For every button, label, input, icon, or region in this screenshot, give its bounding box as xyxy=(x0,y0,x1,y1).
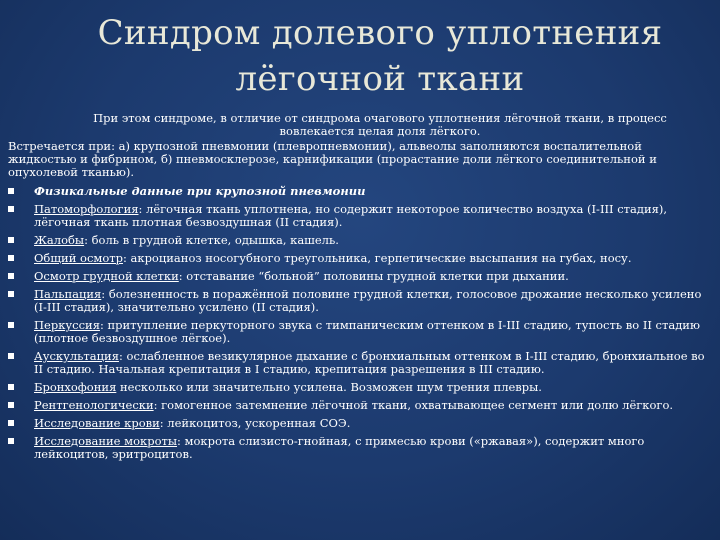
square-bullet-icon xyxy=(8,273,14,279)
item-text: : болезненность в поражённой половине грудной клетки, голосовое дрожание несколько усилено (I-III стадия), значительно усилено (II стадия). xyxy=(34,287,702,314)
item-term: Рентгенологически xyxy=(34,398,154,412)
item-term: Патоморфология xyxy=(34,202,139,216)
intro-text: При этом синдроме, в отличие от синдрома очагового уплотнения лёгочной ткани, в процесс вовлекается целая доля лёгкого. xyxy=(93,111,667,138)
item-text: : боль в грудной клетке, одышка, кашель. xyxy=(84,233,339,247)
item-term: Жалобы xyxy=(34,233,85,247)
list-item xyxy=(8,203,712,229)
square-bullet-icon xyxy=(8,322,14,328)
findings-list xyxy=(8,185,712,461)
occurs-lead: Встречается при: xyxy=(8,139,115,153)
item-term: Исследование крови xyxy=(34,416,160,430)
slide-content xyxy=(8,140,712,466)
list-item xyxy=(8,252,712,265)
item-term: Перкуссия xyxy=(34,318,100,332)
item-term: Общий осмотр xyxy=(34,251,123,265)
section-heading: Физикальные данные при крупозной пневмонии xyxy=(34,184,366,198)
list-item xyxy=(8,270,712,283)
square-bullet-icon xyxy=(8,420,14,426)
item-text: : мокрота слизисто-гнойная, с примесью крови («ржавая»), содержит много лейкоцитов, эритроцитов. xyxy=(34,434,645,461)
list-item xyxy=(8,319,712,345)
list-item xyxy=(8,399,712,412)
square-bullet-icon xyxy=(8,255,14,261)
item-text: : лейкоцитоз, ускоренная СОЭ. xyxy=(159,416,351,430)
list-item xyxy=(8,350,712,376)
square-bullet-icon xyxy=(8,206,14,212)
square-bullet-icon xyxy=(8,188,14,194)
list-item xyxy=(8,288,712,314)
square-bullet-icon xyxy=(8,438,14,444)
square-bullet-icon xyxy=(8,237,14,243)
item-text: : гомогенное затемнение лёгочной ткани, охватывающее сегмент или долю лёгкого. xyxy=(153,398,674,412)
item-text: : ослабленное везикулярное дыхание с бронхиальным оттенком в I-III стадию, бронхиальное во II стадию. Начальная крепитация в I стадию, крепитация разрешения в III стадию. xyxy=(34,349,705,376)
occurs-paragraph xyxy=(8,140,712,179)
item-text: : лёгочная ткань уплотнена, но содержит некоторое количество воздуха (I-III стадия), лёгочная ткань плотная безвоздушная (II стадия). xyxy=(34,202,668,229)
item-term: Осмотр грудной клетки xyxy=(34,269,179,283)
list-item xyxy=(8,417,712,430)
item-term: Аускультация xyxy=(34,349,119,363)
square-bullet-icon xyxy=(8,402,14,408)
item-text: несколько или значительно усилена. Возможен шум трения плевры. xyxy=(116,380,542,394)
item-term: Пальпация xyxy=(34,287,102,301)
list-item xyxy=(8,435,712,461)
title-line-2: лёгочной ткани xyxy=(235,59,525,99)
item-text: : притупление перкуторного звука с тимпаническим оттенком в I-III стадию, тупость во II стадию (плотное безвоздушное лёгкое). xyxy=(34,318,700,345)
title-line-1: Синдром долевого уплотнения xyxy=(97,13,663,53)
square-bullet-icon xyxy=(8,291,14,297)
item-term: Бронхофония xyxy=(34,380,117,394)
square-bullet-icon xyxy=(8,384,14,390)
item-term: Исследование мокроты xyxy=(34,434,178,448)
item-text: : акроцианоз носогубного треугольника, герпетические высыпания на губах, носу. xyxy=(123,251,632,265)
list-item xyxy=(8,381,712,394)
list-item xyxy=(8,234,712,247)
square-bullet-icon xyxy=(8,353,14,359)
item-text: : отставание “больной” половины грудной клетки при дыхании. xyxy=(178,269,569,283)
occurs-text: а) крупозной пневмонии (плевропневмонии), альвеолы заполняются воспалительной жидкостью и фибрином, б) пневмосклерозе, карнификации (прорастание доли лёгкого соединительной и опухолевой тканью). xyxy=(8,139,657,179)
slide-title xyxy=(60,10,700,102)
list-item xyxy=(8,185,712,198)
